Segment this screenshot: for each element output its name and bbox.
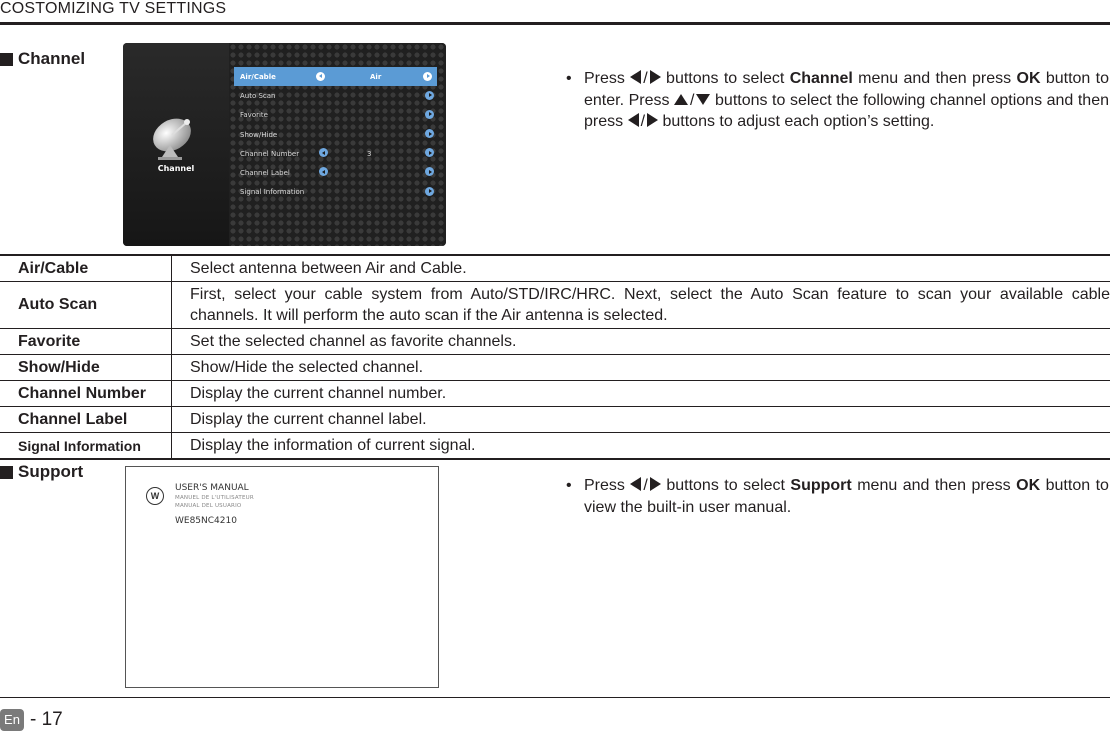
tv-category-label: Channel	[157, 164, 195, 173]
support-manual-screenshot	[125, 466, 439, 688]
right-triangle-icon	[650, 70, 661, 84]
model-number: WE85NC4210	[175, 516, 237, 526]
instruction-bold: Support	[790, 477, 852, 494]
table-term: Show/Hide	[0, 355, 172, 380]
channel-section-label	[0, 49, 85, 69]
table-row	[0, 282, 1110, 329]
tv-menu-item-show-hide[interactable]	[237, 125, 437, 144]
tv-menu-item-value: Air	[370, 73, 382, 81]
instruction-text: buttons to select	[666, 70, 785, 87]
slash: /	[643, 70, 648, 87]
slash: /	[640, 113, 646, 130]
tv-menu-item-label: Signal Information	[240, 188, 305, 197]
right-triangle-icon	[647, 113, 658, 127]
manual-subtitle-fr: MANUEL DE L'UTILISATEUR	[175, 495, 254, 501]
slash: /	[690, 91, 695, 109]
table-term: Favorite	[0, 329, 172, 354]
instruction-bold: Channel	[789, 70, 853, 87]
instruction-text: button to view the built-in user manual.	[584, 477, 1109, 516]
left-triangle-icon	[630, 477, 641, 491]
slash: /	[643, 477, 648, 494]
brand-logo-icon: W	[146, 487, 164, 505]
table-desc: Select antenna between Air and Cable.	[190, 260, 467, 277]
instruction-text: menu and then press	[858, 70, 1012, 87]
instruction-text: Press	[584, 477, 625, 494]
instruction-text: buttons to adjust each option’s setting.	[662, 113, 935, 130]
right-arrow-icon	[425, 187, 434, 196]
channel-label-text: Channel	[18, 49, 86, 68]
right-arrow-icon	[425, 167, 434, 176]
tv-channel-menu	[237, 67, 437, 201]
table-desc: Display the information of current signal.	[190, 437, 476, 454]
tv-menu-item-label: Channel Label	[240, 168, 290, 177]
tv-menu-item-favorite[interactable]	[237, 105, 437, 124]
left-arrow-icon	[319, 167, 328, 176]
channel-instruction	[566, 68, 1109, 133]
table-term: Air/Cable	[0, 256, 172, 281]
instruction-text: button to enter. Press	[584, 70, 1110, 109]
footer-rule	[0, 697, 1110, 698]
left-triangle-icon	[630, 70, 641, 84]
tv-menu-item-value: 3	[367, 149, 372, 158]
table-row	[0, 381, 1110, 407]
table-desc: First, select your cable system from Auto/STD/IRC/HRC. Next, select the Auto Scan feature to scan your available cable channels. It will perform the auto scan if the Air antenna is selected.	[190, 286, 1110, 324]
right-arrow-icon	[425, 91, 434, 100]
tv-menu-item-label: Auto Scan	[240, 92, 276, 101]
table-desc: Set the selected channel as favorite channels.	[190, 333, 517, 350]
up-triangle-icon	[674, 94, 688, 105]
section-square-icon	[0, 466, 13, 479]
tv-menu-item-label: Air/Cable	[240, 73, 276, 81]
table-row	[0, 355, 1110, 381]
instruction-text: Press	[584, 70, 625, 87]
table-term: Auto Scan	[0, 282, 172, 328]
page-header: COSTOMIZING TV SETTINGS	[0, 0, 227, 17]
tv-menu-item-signal-information[interactable]	[237, 182, 437, 201]
right-triangle-icon	[650, 477, 661, 491]
right-arrow-icon	[425, 129, 434, 138]
tv-menu-item-air-cable[interactable]	[234, 67, 437, 86]
table-term: Channel Label	[0, 407, 172, 432]
tv-menu-item-label: Favorite	[240, 111, 268, 120]
right-arrow-icon	[423, 72, 432, 81]
table-term: Channel Number	[0, 381, 172, 406]
page-separator: -	[30, 709, 37, 730]
bullet-dot: •	[566, 70, 572, 87]
down-triangle-icon	[696, 94, 710, 105]
page-number-value: 17	[41, 709, 63, 730]
manual-subtitle-es: MANUAL DEL USUARIO	[175, 503, 242, 509]
table-row	[0, 329, 1110, 355]
satellite-dish-icon	[148, 115, 204, 161]
instruction-bold: OK	[1016, 70, 1041, 87]
instruction-text: buttons to select the following channel options and then press	[584, 91, 1109, 130]
channel-menu-screenshot	[123, 43, 446, 246]
left-triangle-icon	[628, 113, 639, 127]
tv-menu-item-auto-scan[interactable]	[237, 86, 437, 105]
instruction-bold: OK	[1016, 477, 1041, 494]
language-badge: En	[0, 709, 24, 731]
table-row	[0, 256, 1110, 282]
left-arrow-icon	[316, 72, 325, 81]
header-rule	[0, 22, 1110, 25]
page-number	[30, 709, 63, 731]
tv-menu-item-channel-label[interactable]	[237, 163, 437, 182]
left-arrow-icon	[319, 148, 328, 157]
table-row	[0, 407, 1110, 433]
table-row	[0, 433, 1110, 458]
table-desc: Display the current channel number.	[190, 385, 447, 402]
tv-menu-item-label: Show/Hide	[240, 130, 278, 139]
table-term: Signal Information	[0, 433, 172, 458]
support-section-label	[0, 462, 83, 482]
manual-title: USER'S MANUAL	[175, 483, 249, 493]
right-arrow-icon	[425, 148, 434, 157]
tv-menu-item-channel-number[interactable]	[237, 144, 437, 163]
table-desc: Show/Hide the selected channel.	[190, 359, 424, 376]
instruction-text: buttons to select	[666, 477, 785, 494]
bullet-dot: •	[566, 477, 572, 494]
instruction-text: menu and then press	[857, 477, 1011, 494]
support-instruction	[566, 475, 1109, 518]
support-label-text: Support	[18, 462, 84, 481]
tv-menu-item-label: Channel Number	[240, 149, 300, 158]
channel-options-table	[0, 254, 1110, 460]
section-square-icon	[0, 53, 13, 66]
right-arrow-icon	[425, 110, 434, 119]
table-desc: Display the current channel label.	[190, 411, 427, 428]
